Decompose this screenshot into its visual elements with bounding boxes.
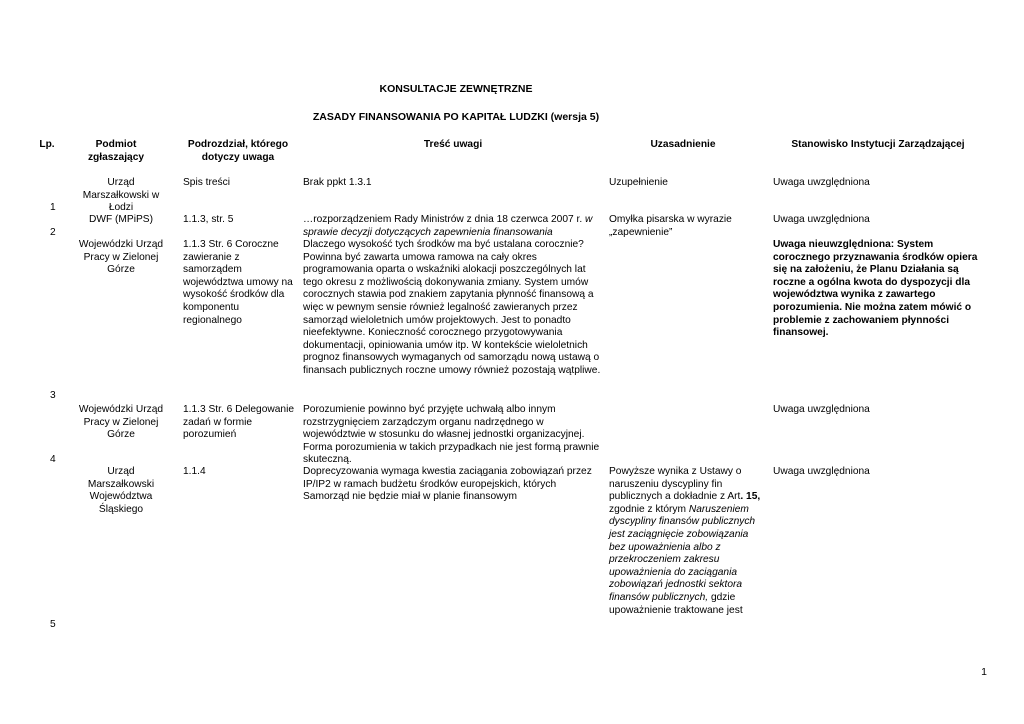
row3-podmiot: Wojewódzki Urząd Pracy w Zielonej Górze bbox=[78, 239, 164, 276]
row4-tresc: Porozumienie powinno być przyjęte uchwałą albo innym rozstrzygnięciem zarządczym organu nadrzędnego w województwie w stosunku do własnej jednostki organizacyjnej. Forma porozumienia w takich przypadkach nie jest formą prawnie skuteczną. bbox=[303, 404, 600, 466]
row2-lp: 2 bbox=[50, 227, 56, 238]
row1-podrozdzial: Spis treści bbox=[183, 177, 230, 188]
row1-stanowisko: Uwaga uwzględniona bbox=[773, 177, 870, 188]
row3-lp: 3 bbox=[50, 390, 56, 401]
row5-podmiot: Urząd Marszałkowski Województwa Śląskiego bbox=[87, 466, 155, 515]
row4-stanowisko: Uwaga uwzględniona bbox=[773, 404, 870, 415]
header-uzasadnienie: Uzasadnienie bbox=[650, 139, 716, 150]
header-stanowisko: Stanowisko Instytucji Zarządzającej bbox=[791, 139, 965, 150]
row1-podmiot: Urząd Marszałkowski w Łodzi bbox=[82, 177, 160, 214]
row2-podmiot: DWF (MPiPS) bbox=[89, 214, 153, 225]
row1-uzasadnienie: Uzupełnienie bbox=[609, 177, 668, 188]
document-title: KONSULTACJE ZEWNĘTRZNE bbox=[379, 83, 533, 95]
row4-podmiot: Wojewódzki Urząd Pracy w Zielonej Górze bbox=[78, 404, 164, 441]
row2-podrozdzial: 1.1.3, str. 5 bbox=[183, 214, 234, 225]
row4-lp: 4 bbox=[50, 454, 56, 465]
row3-stanowisko: Uwaga nieuwzględniona: System corocznego przyznawania środków opiera się na założeniu, że Planu Działania są roczne a ogólna kwota do dyspozycji dla województwa wynika z zawartego porozumienia. Nie można zatem mówić o problemie z zachowaniem płynności finansowej. bbox=[773, 239, 978, 339]
page-number: 1 bbox=[981, 666, 987, 678]
row5-uzasadnienie: Powyższe wynika z Ustawy o naruszeniu dyscypliny fin publicznych a dokładnie z Art. 15, zgodnie z którym Naruszeniem dyscypliny finansów publicznych jest zaciągnięcie zobowiązania bez upoważnienia albo z przekroczeniem zakresu upoważnienia do zaciągania zobowiązań jednostki sektora finansów publicznych, gdzie upoważnienie traktowane jest bbox=[609, 466, 761, 616]
row5-lp: 5 bbox=[50, 619, 56, 630]
row1-tresc: Brak ppkt 1.3.1 bbox=[303, 177, 372, 188]
header-tresc: Treść uwagi bbox=[423, 139, 483, 150]
row5-tresc: Doprecyzowania wymaga kwestia zaciągania zobowiązań przez IP/IP2 w ramach budżetu środków europejskich, których Samorząd nie będzie miał w planie finansowym bbox=[303, 466, 592, 503]
row1-lp: 1 bbox=[50, 202, 56, 213]
row2-uzasadnienie: Omyłka pisarska w wyrazie „zapewnienie” bbox=[609, 214, 732, 238]
row5-stanowisko: Uwaga uwzględniona bbox=[773, 466, 870, 477]
row2-tresc: …rozporządzeniem Rady Ministrów z dnia 18 czerwca 2007 r. w sprawie decyzji dotyczących zapewnienia finansowania bbox=[303, 214, 593, 238]
header-podrozdzial: Podrozdział, którego dotyczy uwaga bbox=[187, 139, 289, 163]
row3-podrozdzial: 1.1.3 Str. 6 Coroczne zawieranie z samorządem województwa umowy na wysokość środków dla komponentu regionalnego bbox=[183, 239, 293, 326]
document-subtitle: ZASADY FINANSOWANIA PO KAPITAŁ LUDZKI (wersja 5) bbox=[312, 111, 600, 123]
header-podmiot: Podmiot zgłaszający bbox=[87, 139, 145, 163]
header-lp: Lp. bbox=[39, 139, 55, 150]
row5-podrozdzial: 1.1.4 bbox=[183, 466, 206, 477]
row4-podrozdzial: 1.1.3 Str. 6 Delegowanie zadań w formie porozumień bbox=[183, 404, 295, 441]
row3-tresc: Dlaczego wysokość tych środków ma być ustalana corocznie? Powinna być zawarta umowa ramowa na cały okres programowania oparta o wskaźniki alokacji poszczególnych lat tego okresu z możliwością dokonywania zmiany. System umów corocznych stawia pod znakiem zapytania płynność finansową a więc w pewnym sensie również legalność zawieranych przez samorząd wieloletnich umów projektowych. Jest to ponadto nieefektywne. Konieczność corocznego przygotowywania dokumentacji, opiniowania umów itp. W kontekście wieloletnich prognoz finansowych wymaganych od samorządu nową ustawą o finansach publicznych roczne umowy również pozostają wątpliwe. bbox=[303, 239, 601, 376]
row2-stanowisko: Uwaga uwzględniona bbox=[773, 214, 870, 225]
